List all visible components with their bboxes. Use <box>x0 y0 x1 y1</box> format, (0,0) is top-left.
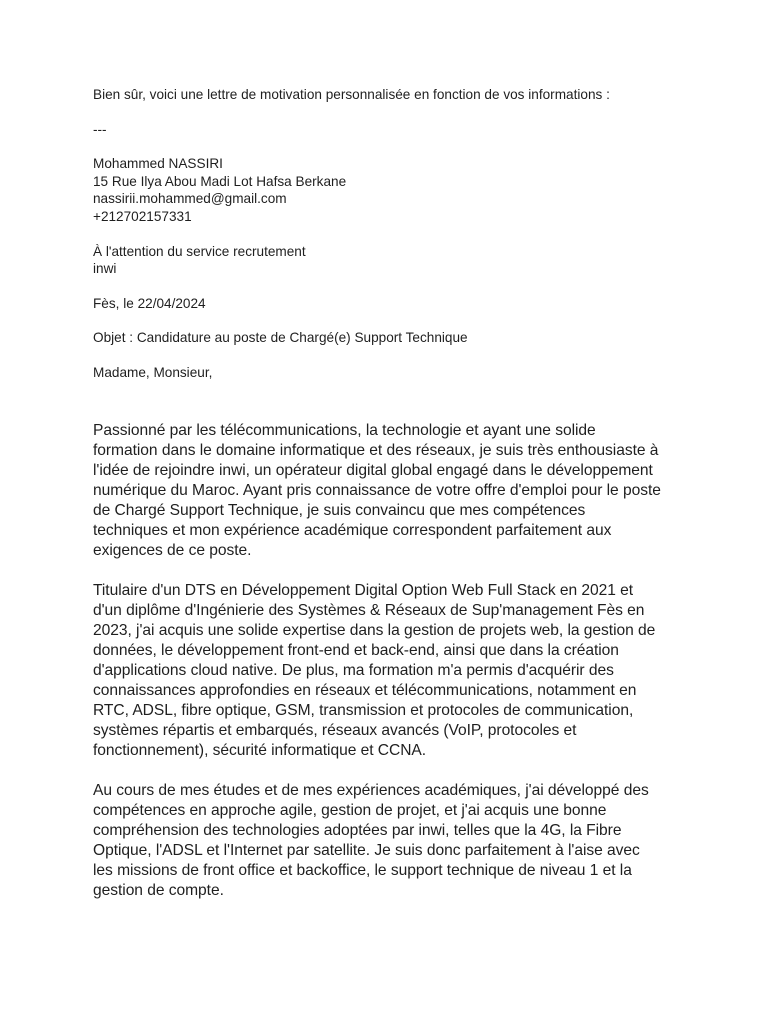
recipient-attention: À l'attention du service recrutement <box>93 243 306 259</box>
paragraph-2: Titulaire d'un DTS en Développement Digital Option Web Full Stack en 2021 et d'un diplôme d'Ingénierie des Systèmes & Réseaux de Sup'management Fès en 2023, j'ai acquis une solide expertise dans la gestion de projets web, la gestion de données, le développement front-end et back-end, ainsi que dans la création d'applications cloud native. De plus, ma formation m'a permis d'acquérir des connaissances approfondies en réseaux et télécommunications, notamment en RTC, ADSL, fibre optique, GSM, transmission et protocoles de communication, systèmes répartis et embarqués, réseaux avancés (VoIP, protocoles et fonctionnement), sécurité informatique et CCNA. <box>93 581 656 759</box>
letter-page <box>93 86 663 901</box>
recipient-block <box>93 243 663 278</box>
sender-name: Mohammed NASSIRI <box>93 156 223 172</box>
subject-line: Objet : Candidature au poste de Chargé(e) Support Technique <box>93 330 468 346</box>
intro-line: Bien sûr, voici une lettre de motivation personnalisée en fonction de vos informations : <box>93 87 610 102</box>
sender-phone: +212702157331 <box>93 208 192 224</box>
date-line: Fès, le 22/04/2024 <box>93 295 206 311</box>
sender-address: 15 Rue Ilya Abou Madi Lot Hafsa Berkane <box>93 173 347 189</box>
paragraph-3: Au cours de mes études et de mes expériences académiques, j'ai développé des compétences en approche agile, gestion de projet, et j'ai acquis une bonne compréhension des technologies adoptées par inwi, telles que la 4G, la Fibre Optique, l'ADSL et l'Internet par satellite. Je suis donc parfaitement à l'aise avec les missions de front office et backoffice, le support technique de niveau 1 et la gestion de compte. <box>93 781 649 899</box>
salutation: Madame, Monsieur, <box>93 364 213 380</box>
paragraph-1: Passionné par les télécommunications, la technologie et ayant une solide formation dans le domaine informatique et des réseaux, je suis très enthousiaste à l'idée de rejoindre inwi, un opérateur digital global engagé dans le développement numérique du Maroc. Ayant pris connaissance de votre offre d'emploi pour le poste de Chargé Support Technique, je suis convaincu que mes compétences techniques et mon expérience académique correspondent parfaitement aux exigences de ce poste. <box>93 421 661 559</box>
sender-email: nassirii.mohammed@gmail.com <box>93 191 287 207</box>
separator: --- <box>93 121 107 137</box>
recipient-company: inwi <box>93 261 117 277</box>
sender-block <box>93 155 663 225</box>
